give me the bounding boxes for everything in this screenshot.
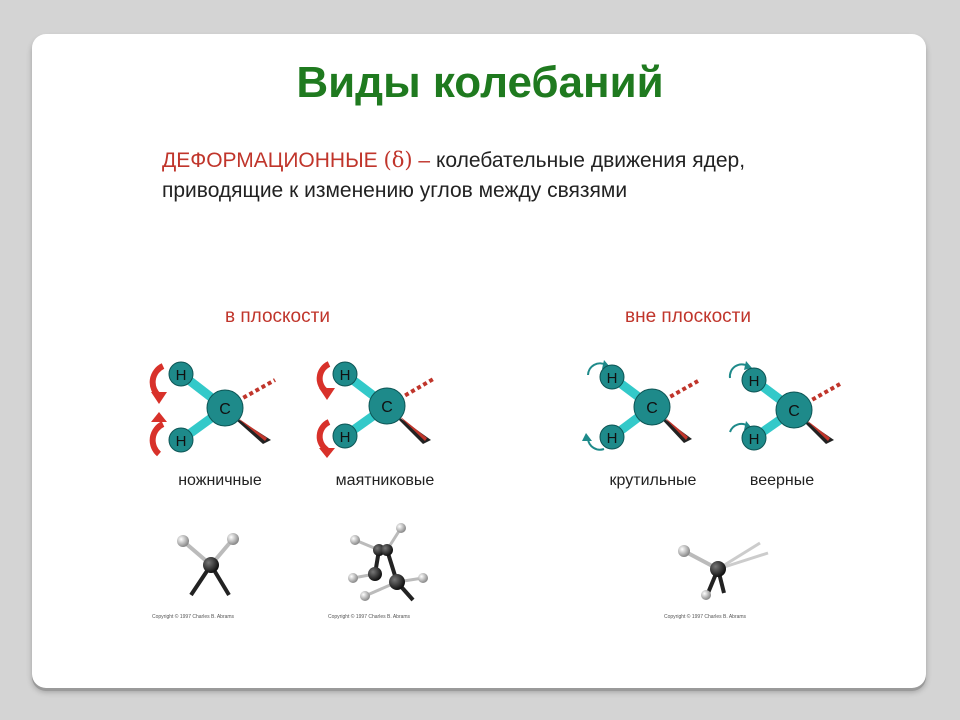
slide-title: Виды колебаний bbox=[296, 58, 664, 107]
ball-model-scissoring bbox=[165, 525, 255, 605]
carbon-ball bbox=[389, 574, 405, 590]
wedge-bond-highlight bbox=[397, 414, 427, 441]
arrow-head-icon bbox=[319, 388, 335, 400]
rotation-arrow-icon bbox=[320, 422, 329, 450]
mode-label-rocking: маятниковые bbox=[335, 472, 435, 489]
hydrogen-ball bbox=[227, 533, 239, 545]
rocking-diagram bbox=[315, 352, 455, 462]
twisting-diagram bbox=[580, 355, 710, 465]
hydrogen-ball bbox=[360, 591, 370, 601]
group-label-in-plane: в плоскости bbox=[225, 306, 330, 327]
hydrogen-ball bbox=[177, 535, 189, 547]
wagging-diagram bbox=[722, 356, 852, 466]
hydrogen-label: H bbox=[748, 431, 760, 448]
rotation-arrow-icon bbox=[153, 366, 163, 396]
hydrogen-label: H bbox=[606, 430, 618, 447]
copyright-text: Copyright © 1997 Charles B. Abrams bbox=[328, 614, 411, 620]
hydrogen-ball bbox=[350, 535, 360, 545]
scissoring-diagram bbox=[145, 352, 285, 462]
definition-text bbox=[162, 145, 842, 206]
definition-symbol: (δ) bbox=[383, 148, 413, 172]
hydrogen-ball bbox=[396, 523, 406, 533]
ball-model-rocking bbox=[335, 520, 435, 610]
definition-line-1: колебательные движения ядер, bbox=[435, 149, 746, 172]
arrow-head-icon bbox=[151, 412, 167, 422]
carbon-label: C bbox=[788, 403, 800, 420]
carbon-ball bbox=[368, 567, 382, 581]
hydrogen-label: H bbox=[175, 433, 187, 450]
carbon-label: C bbox=[219, 401, 231, 418]
definition-dash: – bbox=[418, 149, 431, 172]
hydrogen-label: H bbox=[175, 367, 187, 384]
arrow-head-icon bbox=[319, 448, 335, 458]
definition-term: ДЕФОРМАЦИОННЫЕ bbox=[162, 149, 378, 172]
rotation-arrow-icon bbox=[153, 424, 163, 454]
rotation-arrow-icon bbox=[320, 364, 329, 392]
ball-model-twisting bbox=[668, 535, 778, 610]
wedge-bond-highlight bbox=[235, 416, 267, 441]
hydrogen-ball bbox=[678, 545, 690, 557]
mode-label-scissoring: ножничные bbox=[178, 472, 262, 489]
copyright-text: Copyright © 1997 Charles B. Abrams bbox=[152, 614, 235, 620]
hydrogen-ball bbox=[418, 573, 428, 583]
carbon-label: C bbox=[381, 399, 393, 416]
hydrogen-ball bbox=[348, 573, 358, 583]
copyright-text: Copyright © 1997 Charles B. Abrams bbox=[664, 614, 747, 620]
hydrogen-label: H bbox=[748, 373, 760, 390]
carbon-ball bbox=[203, 557, 219, 573]
hydrogen-label: H bbox=[339, 429, 351, 446]
arrow-head-icon bbox=[151, 392, 167, 404]
group-label-out-of-plane: вне плоскости bbox=[625, 306, 751, 327]
carbon-ball bbox=[710, 561, 726, 577]
mode-label-twisting: крутильные bbox=[609, 472, 697, 489]
definition-line-2: приводящие к изменению углов между связями bbox=[162, 179, 628, 202]
hydrogen-label: H bbox=[606, 370, 618, 387]
arrow-head-icon bbox=[582, 433, 592, 441]
mode-label-wagging: веерные bbox=[749, 472, 815, 489]
hydrogen-label: H bbox=[339, 367, 351, 384]
hydrogen-ball bbox=[701, 590, 711, 600]
carbon-label: C bbox=[646, 400, 658, 417]
carbon-ball bbox=[381, 544, 393, 556]
